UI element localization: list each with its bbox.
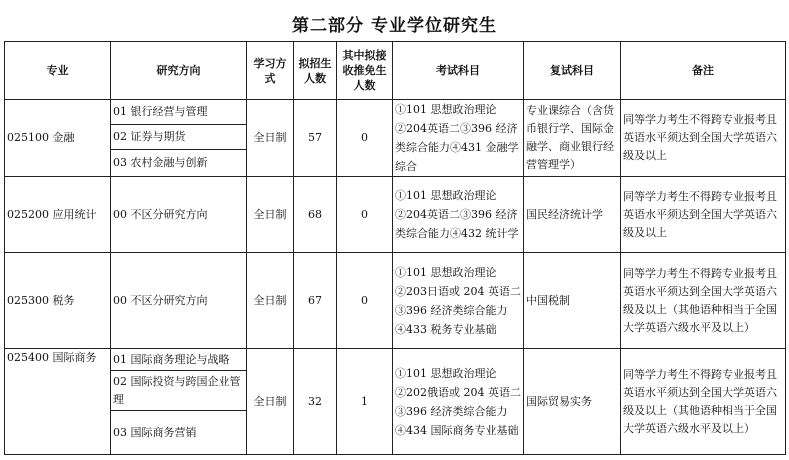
header-exam: 考试科目: [393, 42, 524, 100]
exempt-cell: 0: [337, 100, 393, 177]
header-exempt: 其中拟接收推免生人数: [337, 42, 393, 100]
table-row: [5, 100, 786, 125]
retest-cell: 中国税制: [524, 253, 621, 349]
direction-cell: 01 银行经营与管理: [111, 100, 247, 125]
plan-cell: 67: [294, 253, 337, 349]
note-cell: 同等学力考生不得跨专业报考且英语水平须达到全国大学英语六级及以上: [621, 177, 786, 253]
retest-cell: 专业课综合（含货币银行学、国际金融学、商业银行经营管理学）: [524, 100, 621, 177]
major-cell: 025200 应用统计: [5, 177, 111, 253]
note-cell: 同等学力考生不得跨专业报考且英语水平须达到全国大学英语六级及以上: [621, 100, 786, 177]
exam-cell: ①101 思想政治理论②203日语或 204 英语二③396 经济类综合能力④433 税务专业基础: [393, 253, 524, 349]
note-cell: 同等学力考生不得跨专业报考且英语水平须达到全国大学英语六级及以上（其他语种相当于全国大学英语六级水平及以上）: [621, 349, 786, 455]
mode-cell: 全日制: [247, 349, 294, 455]
page-title: 第二部分 专业学位研究生: [292, 16, 497, 36]
plan-cell: 32: [294, 349, 337, 455]
exam-cell: ①101 思想政治理论②202俄语或 204 英语二③396 经济类综合能力④434 国际商务专业基础: [393, 349, 524, 455]
header-direction: 研究方向: [111, 42, 247, 100]
mode-cell: 全日制: [247, 177, 294, 253]
major-cell: 025100 金融: [5, 100, 111, 177]
header-plan: 拟招生人数: [294, 42, 337, 100]
major-cell: 025300 税务: [5, 253, 111, 349]
header-note: 备注: [621, 42, 786, 100]
direction-cell: 00 不区分研究方向: [111, 253, 247, 349]
header-retest: 复试科目: [524, 42, 621, 100]
exempt-cell: 0: [337, 177, 393, 253]
direction-cell: 02 证券与期货: [111, 124, 247, 149]
exam-cell: ①101 思想政治理论②204英语二③396 经济类综合能力④432 统计学: [393, 177, 524, 253]
mode-cell: 全日制: [247, 100, 294, 177]
note-cell: 同等学力考生不得跨专业报考且英语水平须达到全国大学英语六级及以上（其他语种相当于全国大学英语六级水平及以上）: [621, 253, 786, 349]
exempt-cell: 1: [337, 349, 393, 455]
direction-cell: 02 国际投资与跨国企业管理: [111, 371, 247, 411]
major-cell: 025400 国际商务: [5, 349, 111, 455]
header-mode: 学习方式: [247, 42, 294, 100]
retest-cell: 国际贸易实务: [524, 349, 621, 455]
table-row: [5, 253, 786, 349]
exempt-cell: 0: [337, 253, 393, 349]
header-row: [5, 42, 786, 100]
direction-cell: 03 国际商务营销: [111, 411, 247, 455]
exam-cell: ①101 思想政治理论②204英语二③396 经济类综合能力④431 金融学综合: [393, 100, 524, 177]
direction-cell: 00 不区分研究方向: [111, 177, 247, 253]
mode-cell: 全日制: [247, 253, 294, 349]
plan-cell: 68: [294, 177, 337, 253]
direction-cell: 03 农村金融与创新: [111, 149, 247, 176]
header-major: 专业: [5, 42, 111, 100]
admissions-table: [4, 41, 786, 455]
direction-cell: 01 国际商务理论与战略: [111, 349, 247, 371]
retest-cell: 国民经济统计学: [524, 177, 621, 253]
plan-cell: 57: [294, 100, 337, 177]
table-row: [5, 177, 786, 253]
table-row: [5, 349, 786, 371]
